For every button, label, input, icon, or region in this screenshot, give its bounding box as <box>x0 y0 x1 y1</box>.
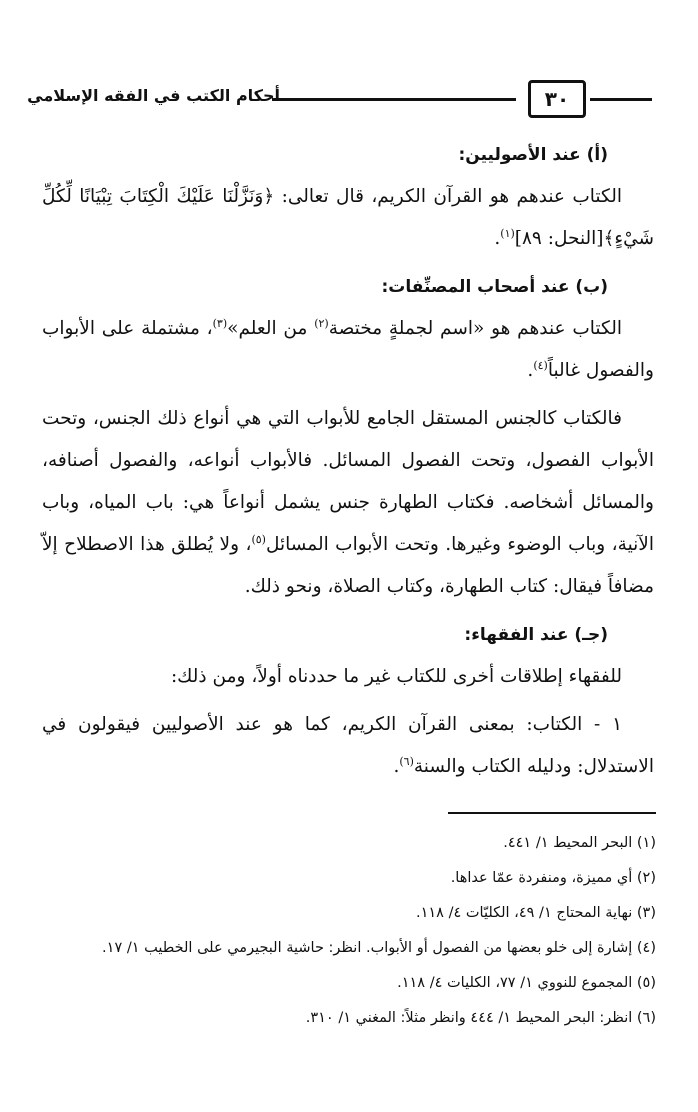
paragraph-2-text-3: ، مشتملة على الأبواب والفصول غالباً <box>42 318 654 381</box>
paragraph-1-text: الكتاب عندهم هو القرآن الكريم، قال تعالى: <box>274 186 622 207</box>
page-number-badge <box>528 80 586 118</box>
footnote-marker-3[interactable]: (٣) <box>212 316 228 330</box>
section-heading-c: (جـ) عند الفقهاء: <box>464 625 608 645</box>
footnote-3: (٣) نهاية المحتاج ١/ ٤٩، الكليّات ٤/ ١١٨. <box>415 905 656 921</box>
paragraph-2-text-1: الكتاب عندهم هو «اسم لجملةٍ مختصة <box>328 318 622 339</box>
verse-reference: [النحل: ٨٩] <box>514 228 604 249</box>
paragraph-5-text: ١ - الكتاب: بمعنى القرآن الكريم، كما هو عند الأصوليين فيقولون في الاستدلال: ودليله الكتاب والسنة <box>42 714 654 777</box>
paragraph-3-text-1: فالكتاب كالجنس المستقل الجامع للأبواب التي هي أنواع ذلك الجنس، وتحت الأبواب الفصول، وتحت الفصول المسائل. فالأبواب أنواعه، والفصول أصنافه، والمسائل أشخاصه. فكتاب الطهارة جنس يشمل أنواعاً هي: باب المياه، وباب الآنية، وباب الوضوء وغيرها. وتحت الأبواب المسائل <box>42 408 654 555</box>
header-rule-left <box>272 98 516 101</box>
paragraph-1 <box>42 176 654 260</box>
paragraph-2-text-2: من العلم» <box>227 318 315 339</box>
page-header <box>20 78 660 122</box>
footnote-5: (٥) المجموع للنووي ١/ ٧٧، الكليات ٤/ ١١٨. <box>397 975 656 991</box>
footnote-marker-1[interactable]: (١) <box>500 226 515 240</box>
footnote-marker-5[interactable]: (٥) <box>251 532 266 546</box>
footnote-1: (١) البحر المحيط ١/ ٤٤١. <box>503 835 656 851</box>
section-heading-a: (أ) عند الأصوليين: <box>458 145 608 165</box>
paragraph-2-end: . <box>527 360 534 381</box>
running-title: أحكام الكتب في الفقه الإسلامي <box>27 86 280 105</box>
paragraph-1-end: . <box>494 228 501 249</box>
section-heading-b: (ب) عند أصحاب المصنِّفات: <box>381 277 608 297</box>
header-rule-right <box>590 98 652 101</box>
footnote-6: (٦) انظر: البحر المحيط ١/ ٤٤٤ وانظر مثلاً: المغني ١/ ٣١٠. <box>305 1010 656 1026</box>
paragraph-5-end: . <box>393 756 400 777</box>
footnote-marker-2[interactable]: (٢) <box>314 316 329 330</box>
footnote-4: (٤) إشارة إلى خلو بعضها من الفصول أو الأبواب. انظر: حاشية البجيرمي على الخطيب ١/ ١٧. <box>102 940 656 956</box>
quran-verse: ﴿وَنَزَّلْنَا عَلَيْكَ الْكِتَابَ تِبْيَانًا لِّكُلِّ شَيْءٍ﴾ <box>42 186 654 249</box>
page-number: ٣٠ <box>544 87 570 111</box>
footnote-separator <box>448 812 656 814</box>
footnote-marker-4[interactable]: (٤) <box>533 358 548 372</box>
paragraph-4: للفقهاء إطلاقات أخرى للكتاب غير ما حددناه أولاً، ومن ذلك: <box>170 666 622 687</box>
paragraph-3-text-2: ، ولا يُطلق هذا الاصطلاح إلاّ مضافاً فيقال: كتاب الطهارة، وكتاب الصلاة، ونحو ذلك. <box>42 534 654 597</box>
main-text <box>42 134 654 788</box>
paragraph-5 <box>42 704 654 788</box>
paragraph-2 <box>42 308 654 392</box>
paragraph-3 <box>42 398 654 608</box>
footnote-2: (٢) أي مميزة، ومنفردة عمّا عداها. <box>450 870 656 886</box>
footnote-marker-6[interactable]: (٦) <box>399 754 414 768</box>
footnotes <box>40 826 656 1036</box>
